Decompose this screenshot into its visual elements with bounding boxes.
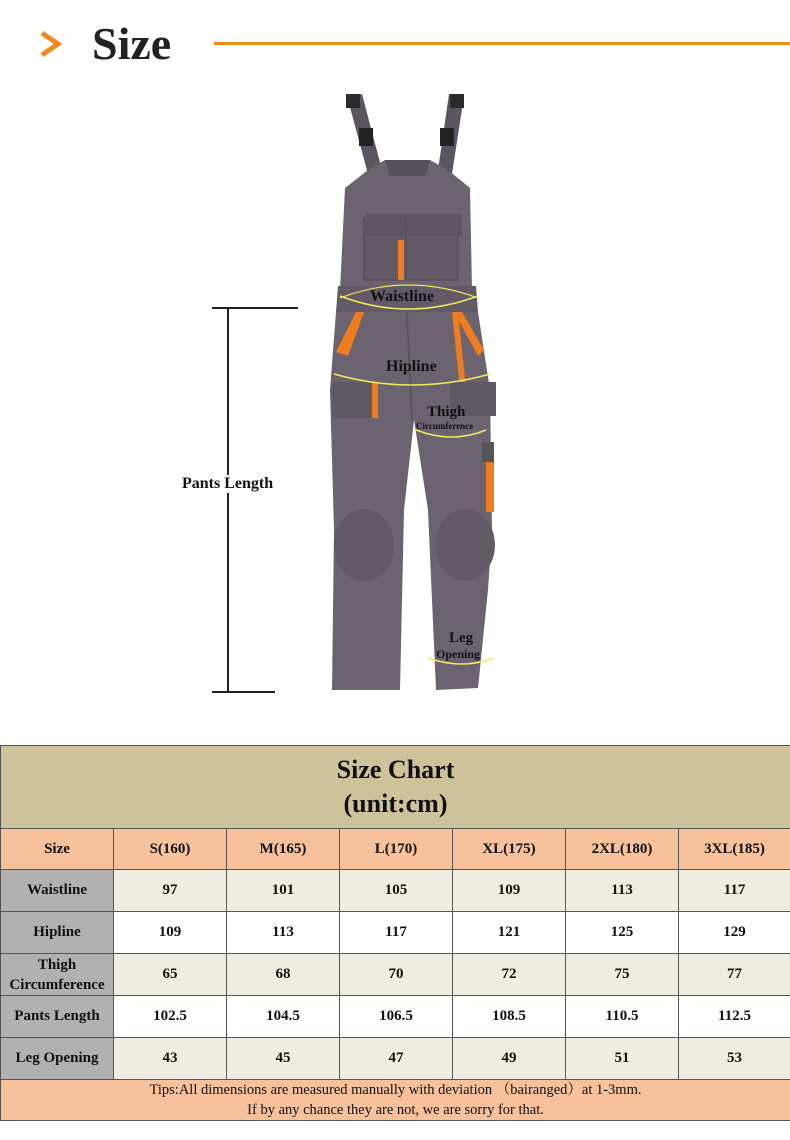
column-header: XL(175) <box>453 829 566 870</box>
table-row <box>1 912 790 954</box>
table-cell: 101 <box>227 870 340 912</box>
column-header: Size <box>1 829 114 870</box>
label-waistline: Waistline <box>370 288 435 305</box>
label-hipline: Hipline <box>386 358 437 375</box>
table-cell: 53 <box>679 1038 790 1080</box>
table-cell: 68 <box>227 954 340 996</box>
table-cell: 65 <box>114 954 227 996</box>
row-header: Waistline <box>1 870 114 912</box>
table-cell: 109 <box>114 912 227 954</box>
row-header: Thigh Circumference <box>1 954 114 996</box>
label-thigh-circumference: Circumference <box>416 421 474 431</box>
size-chart-table <box>0 745 790 1121</box>
table-cell: 75 <box>566 954 679 996</box>
size-chart-title: Size Chart <box>336 755 455 784</box>
tips-line-1: Tips:All dimensions are measured manually with deviation （bairanged）at 1-3mm. <box>149 1082 642 1098</box>
table-cell: 108.5 <box>453 996 566 1038</box>
column-header: 3XL(185) <box>679 829 790 870</box>
section-title: Size <box>92 18 172 69</box>
table-row <box>1 996 790 1038</box>
table-cell: 129 <box>679 912 790 954</box>
table-cell: 51 <box>566 1038 679 1080</box>
table-cell: 72 <box>453 954 566 996</box>
table-cell: 105 <box>340 870 453 912</box>
table-row <box>1 870 790 912</box>
label-leg-opening: Opening <box>436 647 481 661</box>
table-cell: 43 <box>114 1038 227 1080</box>
tips-row <box>1 1080 790 1121</box>
tips-line-2: If by any chance they are not, we are sorry for that. <box>247 1102 544 1118</box>
column-header: 2XL(180) <box>566 829 679 870</box>
table-cell: 97 <box>114 870 227 912</box>
table-cell: 113 <box>227 912 340 954</box>
size-chart-unit: (unit:cm) <box>343 789 448 818</box>
table-cell: 121 <box>453 912 566 954</box>
size-chart <box>0 745 790 1121</box>
table-row <box>1 954 790 996</box>
label-leg: Leg <box>449 630 474 646</box>
table-cell: 112.5 <box>679 996 790 1038</box>
table-cell: 117 <box>340 912 453 954</box>
header-divider <box>214 42 790 45</box>
size-chart-title-cell <box>1 746 790 829</box>
table-cell: 117 <box>679 870 790 912</box>
table-cell: 47 <box>340 1038 453 1080</box>
column-header: L(170) <box>340 829 453 870</box>
tips-cell <box>1 1080 790 1121</box>
table-cell: 109 <box>453 870 566 912</box>
table-cell: 125 <box>566 912 679 954</box>
table-cell: 102.5 <box>114 996 227 1038</box>
overalls-illustration <box>0 90 790 710</box>
label-pants-length: Pants Length <box>182 475 274 492</box>
section-header <box>0 0 790 90</box>
label-thigh: Thigh <box>427 404 466 420</box>
table-cell: 113 <box>566 870 679 912</box>
measurement-diagram <box>0 90 790 710</box>
table-cell: 49 <box>453 1038 566 1080</box>
column-header: M(165) <box>227 829 340 870</box>
table-cell: 106.5 <box>340 996 453 1038</box>
table-row <box>1 1038 790 1080</box>
table-cell: 104.5 <box>227 996 340 1038</box>
row-header: Leg Opening <box>1 1038 114 1080</box>
table-cell: 45 <box>227 1038 340 1080</box>
table-cell: 110.5 <box>566 996 679 1038</box>
row-header: Hipline <box>1 912 114 954</box>
row-header: Pants Length <box>1 996 114 1038</box>
table-header-row <box>1 829 790 870</box>
table-cell: 70 <box>340 954 453 996</box>
column-header: S(160) <box>114 829 227 870</box>
chevron-right-icon <box>38 29 64 59</box>
table-cell: 77 <box>679 954 790 996</box>
